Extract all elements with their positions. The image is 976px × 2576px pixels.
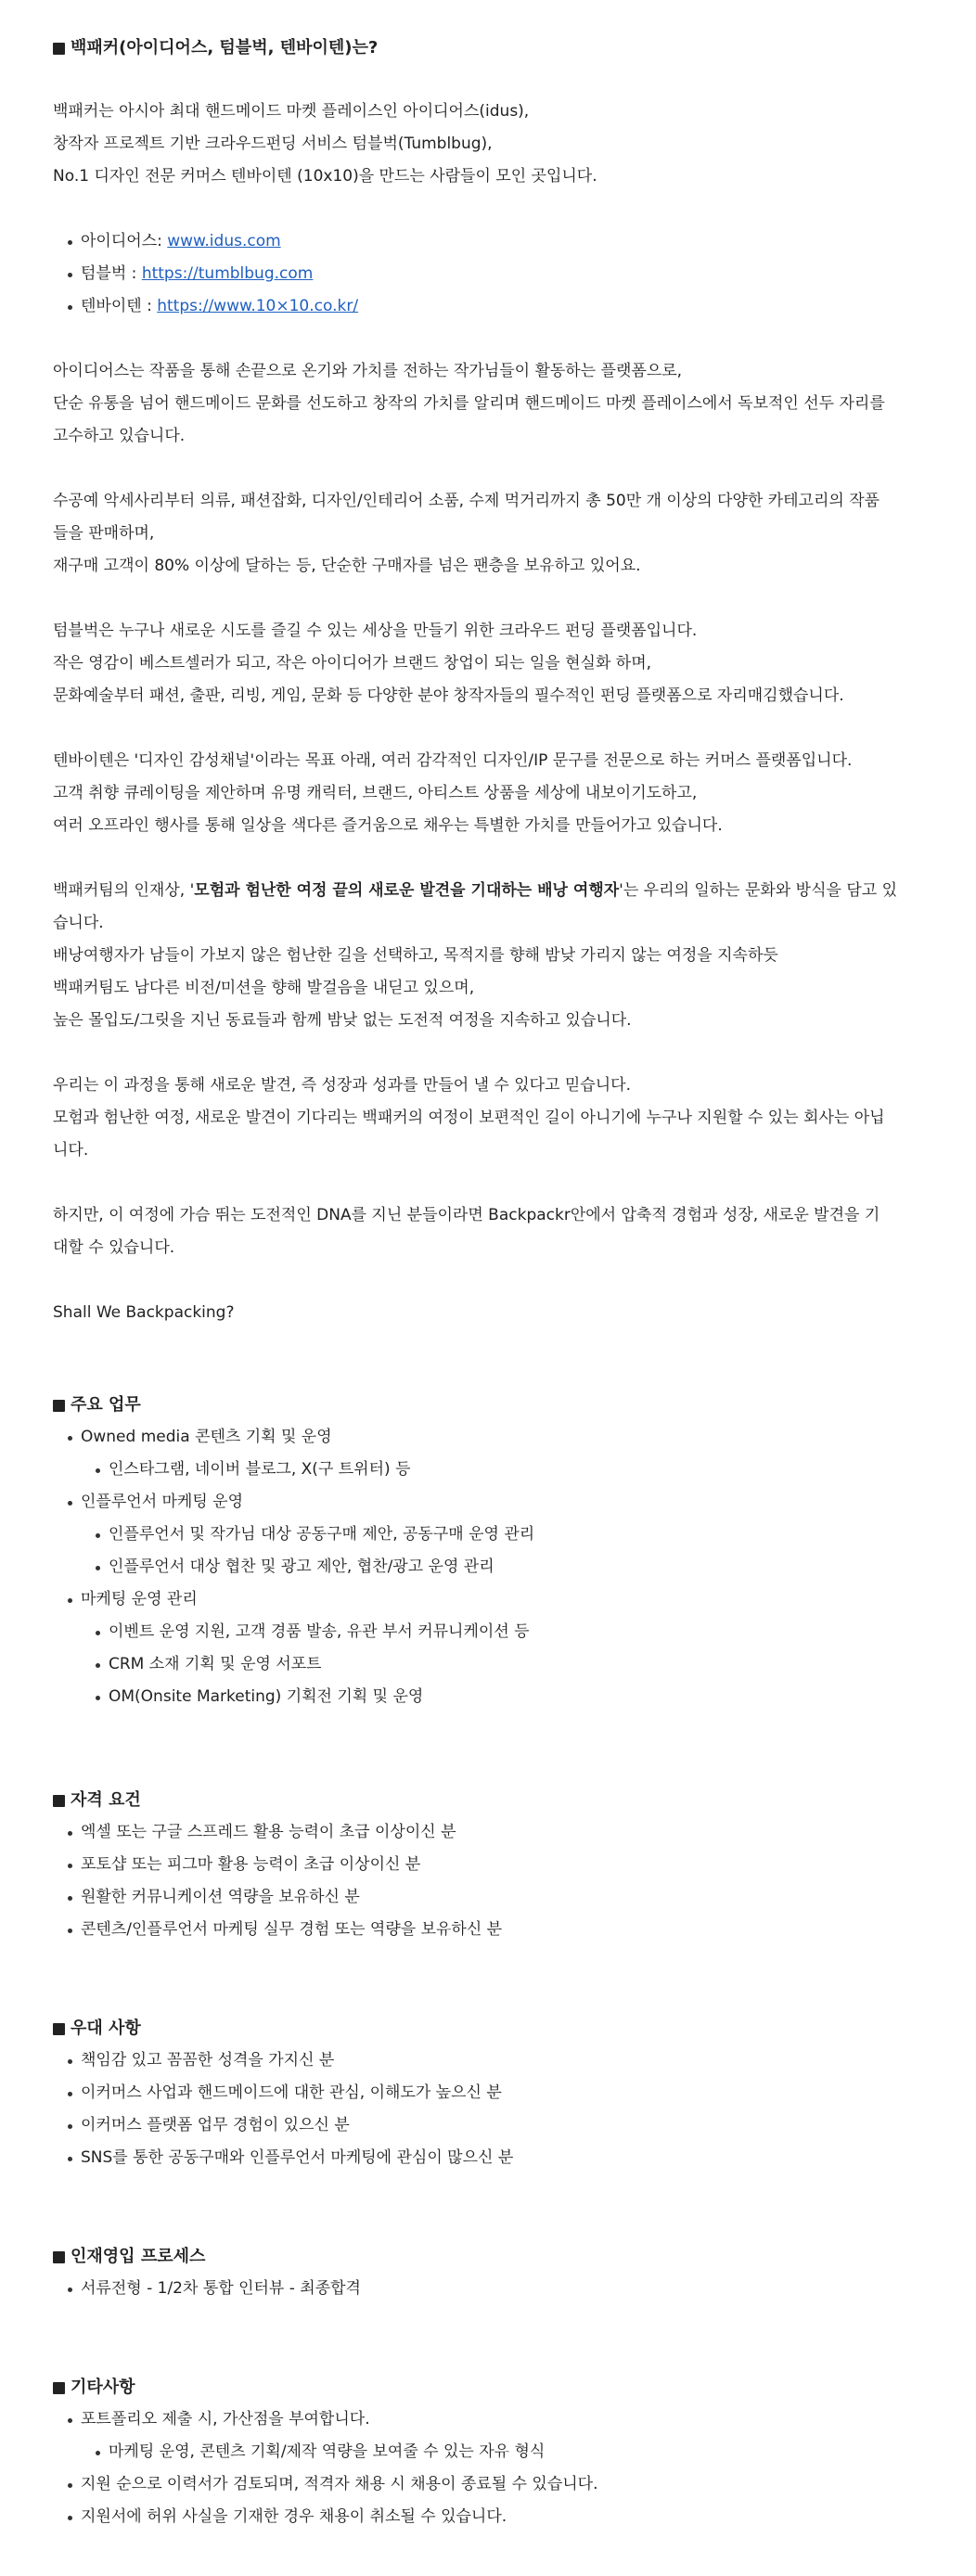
paragraph-line: No.1 디자인 전문 커머스 텐바이텐 (10x10)을 만드는 사람들이 모인 곳입니다. — [53, 167, 597, 186]
section-title: 기타사항 — [71, 2377, 135, 2397]
talent-motto: 모험과 험난한 여정 끝의 새로운 발견을 기대하는 배낭 여행자 — [194, 881, 620, 900]
intro-heading-text: 백패커(아이디어스, 텀블벅, 텐바이텐)는? — [71, 38, 379, 58]
paragraph-line: 높은 몰입도/그릿을 지닌 동료들과 함께 밤낮 없는 도전적 여정을 지속하고 있습니다. — [53, 1011, 632, 1030]
square-bullet-icon — [53, 1795, 65, 1807]
section-title: 자격 요건 — [71, 1790, 141, 1810]
intro-paragraph-8 — [53, 1199, 934, 1264]
paragraph-line: 재구매 고객이 80% 이상에 달하는 등, 단순한 구매자를 넘은 팬층을 보유하고 있어요. — [53, 557, 641, 575]
qualifications-heading — [53, 1789, 141, 1812]
duties-heading — [53, 1394, 141, 1416]
list-item: 이커머스 사업과 핸드메이드에 대한 관심, 이해도가 높으신 분 — [53, 2077, 513, 2109]
idus-link[interactable]: www.idus.com — [167, 232, 281, 250]
list-item: 포트폴리오 제출 시, 가산점을 부여합니다. — [53, 2403, 598, 2436]
paragraph-line: 대할 수 있습니다. — [53, 1238, 175, 1257]
list-item: 서류전형 - 1/2차 통합 인터뷰 - 최종합격 — [53, 2273, 361, 2305]
list-item: 콘텐츠/인플루언서 마케팅 실무 경험 또는 역량을 보유하신 분 — [53, 1914, 502, 1946]
list-item: Owned media 콘텐츠 기획 및 운영 — [53, 1421, 534, 1454]
list-item: 지원서에 허위 사실을 기재한 경우 채용이 취소될 수 있습니다. — [53, 2501, 598, 2533]
text-span: 백패커팀의 인재상, ' — [53, 881, 195, 900]
tumblbug-link[interactable]: https://tumblbug.com — [141, 264, 314, 283]
link-label: 텐바이텐 : — [81, 297, 158, 315]
list-item: 마케팅 운영 관리 — [53, 1583, 534, 1616]
list-item-idus — [53, 225, 358, 258]
square-bullet-icon — [53, 2251, 65, 2263]
list-item: OM(Onsite Marketing) 기획전 기획 및 운영 — [53, 1681, 534, 1713]
paragraph-line: 배낭여행자가 남들이 가보지 않은 험난한 길을 선택하고, 목적지를 향해 밤낮 가리지 않는 여정을 지속하듯 — [53, 946, 778, 965]
duties-list — [53, 1421, 534, 1713]
list-item: 인플루언서 및 작가님 대상 공동구매 제안, 공동구매 운영 관리 — [53, 1519, 534, 1551]
section-title: 주요 업무 — [71, 1395, 141, 1415]
paragraph-line: 우리는 이 과정을 통해 새로운 발견, 즉 성장과 성과를 만들어 낼 수 있다고 믿습니다. — [53, 1076, 631, 1095]
intro-paragraph-3 — [53, 485, 934, 583]
paragraph-line: 아이디어스는 작품을 통해 손끝으로 온기와 가치를 전하는 작가님들이 활동하는 플랫폼으로, — [53, 362, 683, 380]
preferred-list — [53, 2044, 513, 2174]
intro-paragraph-4 — [53, 615, 934, 712]
paragraph-line: Shall We Backpacking? — [53, 1303, 235, 1322]
list-item: 이커머스 플랫폼 업무 경험이 있으신 분 — [53, 2109, 513, 2142]
list-item: 인플루언서 대상 협찬 및 광고 제안, 협찬/광고 운영 관리 — [53, 1551, 534, 1583]
list-item: CRM 소재 기획 및 운영 서포트 — [53, 1648, 534, 1681]
list-item: 인스타그램, 네이버 블로그, X(구 트위터) 등 — [53, 1454, 534, 1486]
paragraph-line — [53, 875, 934, 907]
paragraph-line: 창작자 프로젝트 기반 크라우드펀딩 서비스 텀블벅(Tumblbug), — [53, 135, 493, 153]
square-bullet-icon — [53, 43, 65, 55]
list-item: 이벤트 운영 지원, 고객 경품 발송, 유관 부서 커뮤니케이션 등 — [53, 1616, 534, 1648]
square-bullet-icon — [53, 1400, 65, 1412]
list-item: 엑셀 또는 구글 스프레드 활용 능력이 초급 이상이신 분 — [53, 1816, 502, 1849]
paragraph-line: 들을 판매하며, — [53, 524, 155, 543]
intro-paragraph-7 — [53, 1070, 934, 1167]
intro-paragraph-2 — [53, 355, 934, 453]
section-title: 인재영입 프로세스 — [71, 2247, 206, 2266]
paragraph-line: 작은 영감이 베스트셀러가 되고, 작은 아이디어가 브랜드 창업이 되는 일을 현실화 하며, — [53, 654, 652, 673]
closing-line — [53, 1297, 934, 1329]
paragraph-line: 텀블벅은 누구나 새로운 시도를 즐길 수 있는 세상을 만들기 위한 크라우드 펀딩 플랫폼입니다. — [53, 622, 698, 640]
list-item: 마케팅 운영, 콘텐츠 기획/제작 역량을 보여줄 수 있는 자유 형식 — [53, 2436, 598, 2468]
list-item: 책임감 있고 꼼꼼한 성격을 가지신 분 — [53, 2044, 513, 2077]
paragraph-line: 백패커팀도 남다른 비전/미션을 향해 발걸음을 내딛고 있으며, — [53, 979, 475, 997]
list-item: 포토샵 또는 피그마 활용 능력이 초급 이상이신 분 — [53, 1849, 502, 1881]
etc-list — [53, 2403, 598, 2533]
etc-heading — [53, 2377, 135, 2399]
text-span: '는 우리의 일하는 문화와 방식을 담고 있 — [619, 881, 898, 900]
paragraph-line: 텐바이텐은 '디자인 감성채널'이라는 목표 아래, 여러 감각적인 디자인/IP 문구를 전문으로 하는 커머스 플랫폼입니다. — [53, 751, 853, 770]
list-item: 인플루언서 마케팅 운영 — [53, 1486, 534, 1519]
link-label: 텀블벅 : — [81, 264, 142, 283]
list-item: 지원 순으로 이력서가 검토되며, 적격자 채용 시 채용이 종료될 수 있습니다. — [53, 2468, 598, 2501]
process-list — [53, 2273, 361, 2305]
intro-paragraph-1 — [53, 96, 934, 193]
paragraph-line: 습니다. — [53, 914, 104, 932]
list-item-10x10 — [53, 290, 358, 323]
10x10-link[interactable]: https://www.10×10.co.kr/ — [157, 297, 359, 315]
paragraph-line: 단순 유통을 넘어 핸드메이드 문화를 선도하고 창작의 가치를 알리며 핸드메이드 마켓 플레이스에서 독보적인 선두 자리를 — [53, 394, 885, 413]
paragraph-line: 하지만, 이 여정에 가슴 뛰는 도전적인 DNA를 지닌 분들이라면 Backpackr안에서 압축적 경험과 성장, 새로운 발견을 기 — [53, 1206, 880, 1224]
intro-paragraph-6 — [53, 875, 934, 1037]
list-item: SNS를 통한 공동구매와 인플루언서 마케팅에 관심이 많으신 분 — [53, 2142, 513, 2174]
section-title: 우대 사항 — [71, 2019, 141, 2038]
paragraph-line: 여러 오프라인 행사를 통해 일상을 색다른 즐거움으로 채우는 특별한 가치를 만들어가고 있습니다. — [53, 816, 723, 835]
paragraph-line: 문화예술부터 패션, 출판, 리빙, 게임, 문화 등 다양한 분야 창작자들의 필수적인 펀딩 플랫폼으로 자리매김했습니다. — [53, 686, 844, 705]
square-bullet-icon — [53, 2382, 65, 2394]
intro-paragraph-5 — [53, 745, 934, 842]
paragraph-line: 고수하고 있습니다. — [53, 427, 186, 445]
preferred-heading — [53, 2018, 141, 2040]
link-label: 아이디어스: — [81, 232, 168, 250]
list-item-tumblbug — [53, 258, 358, 290]
qualifications-list — [53, 1816, 502, 1946]
paragraph-line: 니다. — [53, 1141, 89, 1160]
paragraph-line: 모험과 험난한 여정, 새로운 발견이 기다리는 백패커의 여정이 보편적인 길이 아니기에 누구나 지원할 수 있는 회사는 아닙 — [53, 1109, 885, 1127]
process-heading — [53, 2246, 205, 2268]
paragraph-line: 고객 취향 큐레이팅을 제안하며 유명 캐릭터, 브랜드, 아티스트 상품을 세상에 내보이기도하고, — [53, 784, 698, 802]
square-bullet-icon — [53, 2023, 65, 2035]
intro-heading — [53, 37, 378, 59]
paragraph-line: 백패커는 아시아 최대 핸드메이드 마켓 플레이스인 아이디어스(idus), — [53, 102, 530, 121]
paragraph-line: 수공예 악세사리부터 의류, 패션잡화, 디자인/인테리어 소품, 수제 먹거리까지 총 50만 개 이상의 다양한 카테고리의 작품 — [53, 492, 880, 510]
service-links-list — [53, 225, 358, 323]
list-item: 원활한 커뮤니케이션 역량을 보유하신 분 — [53, 1881, 502, 1914]
